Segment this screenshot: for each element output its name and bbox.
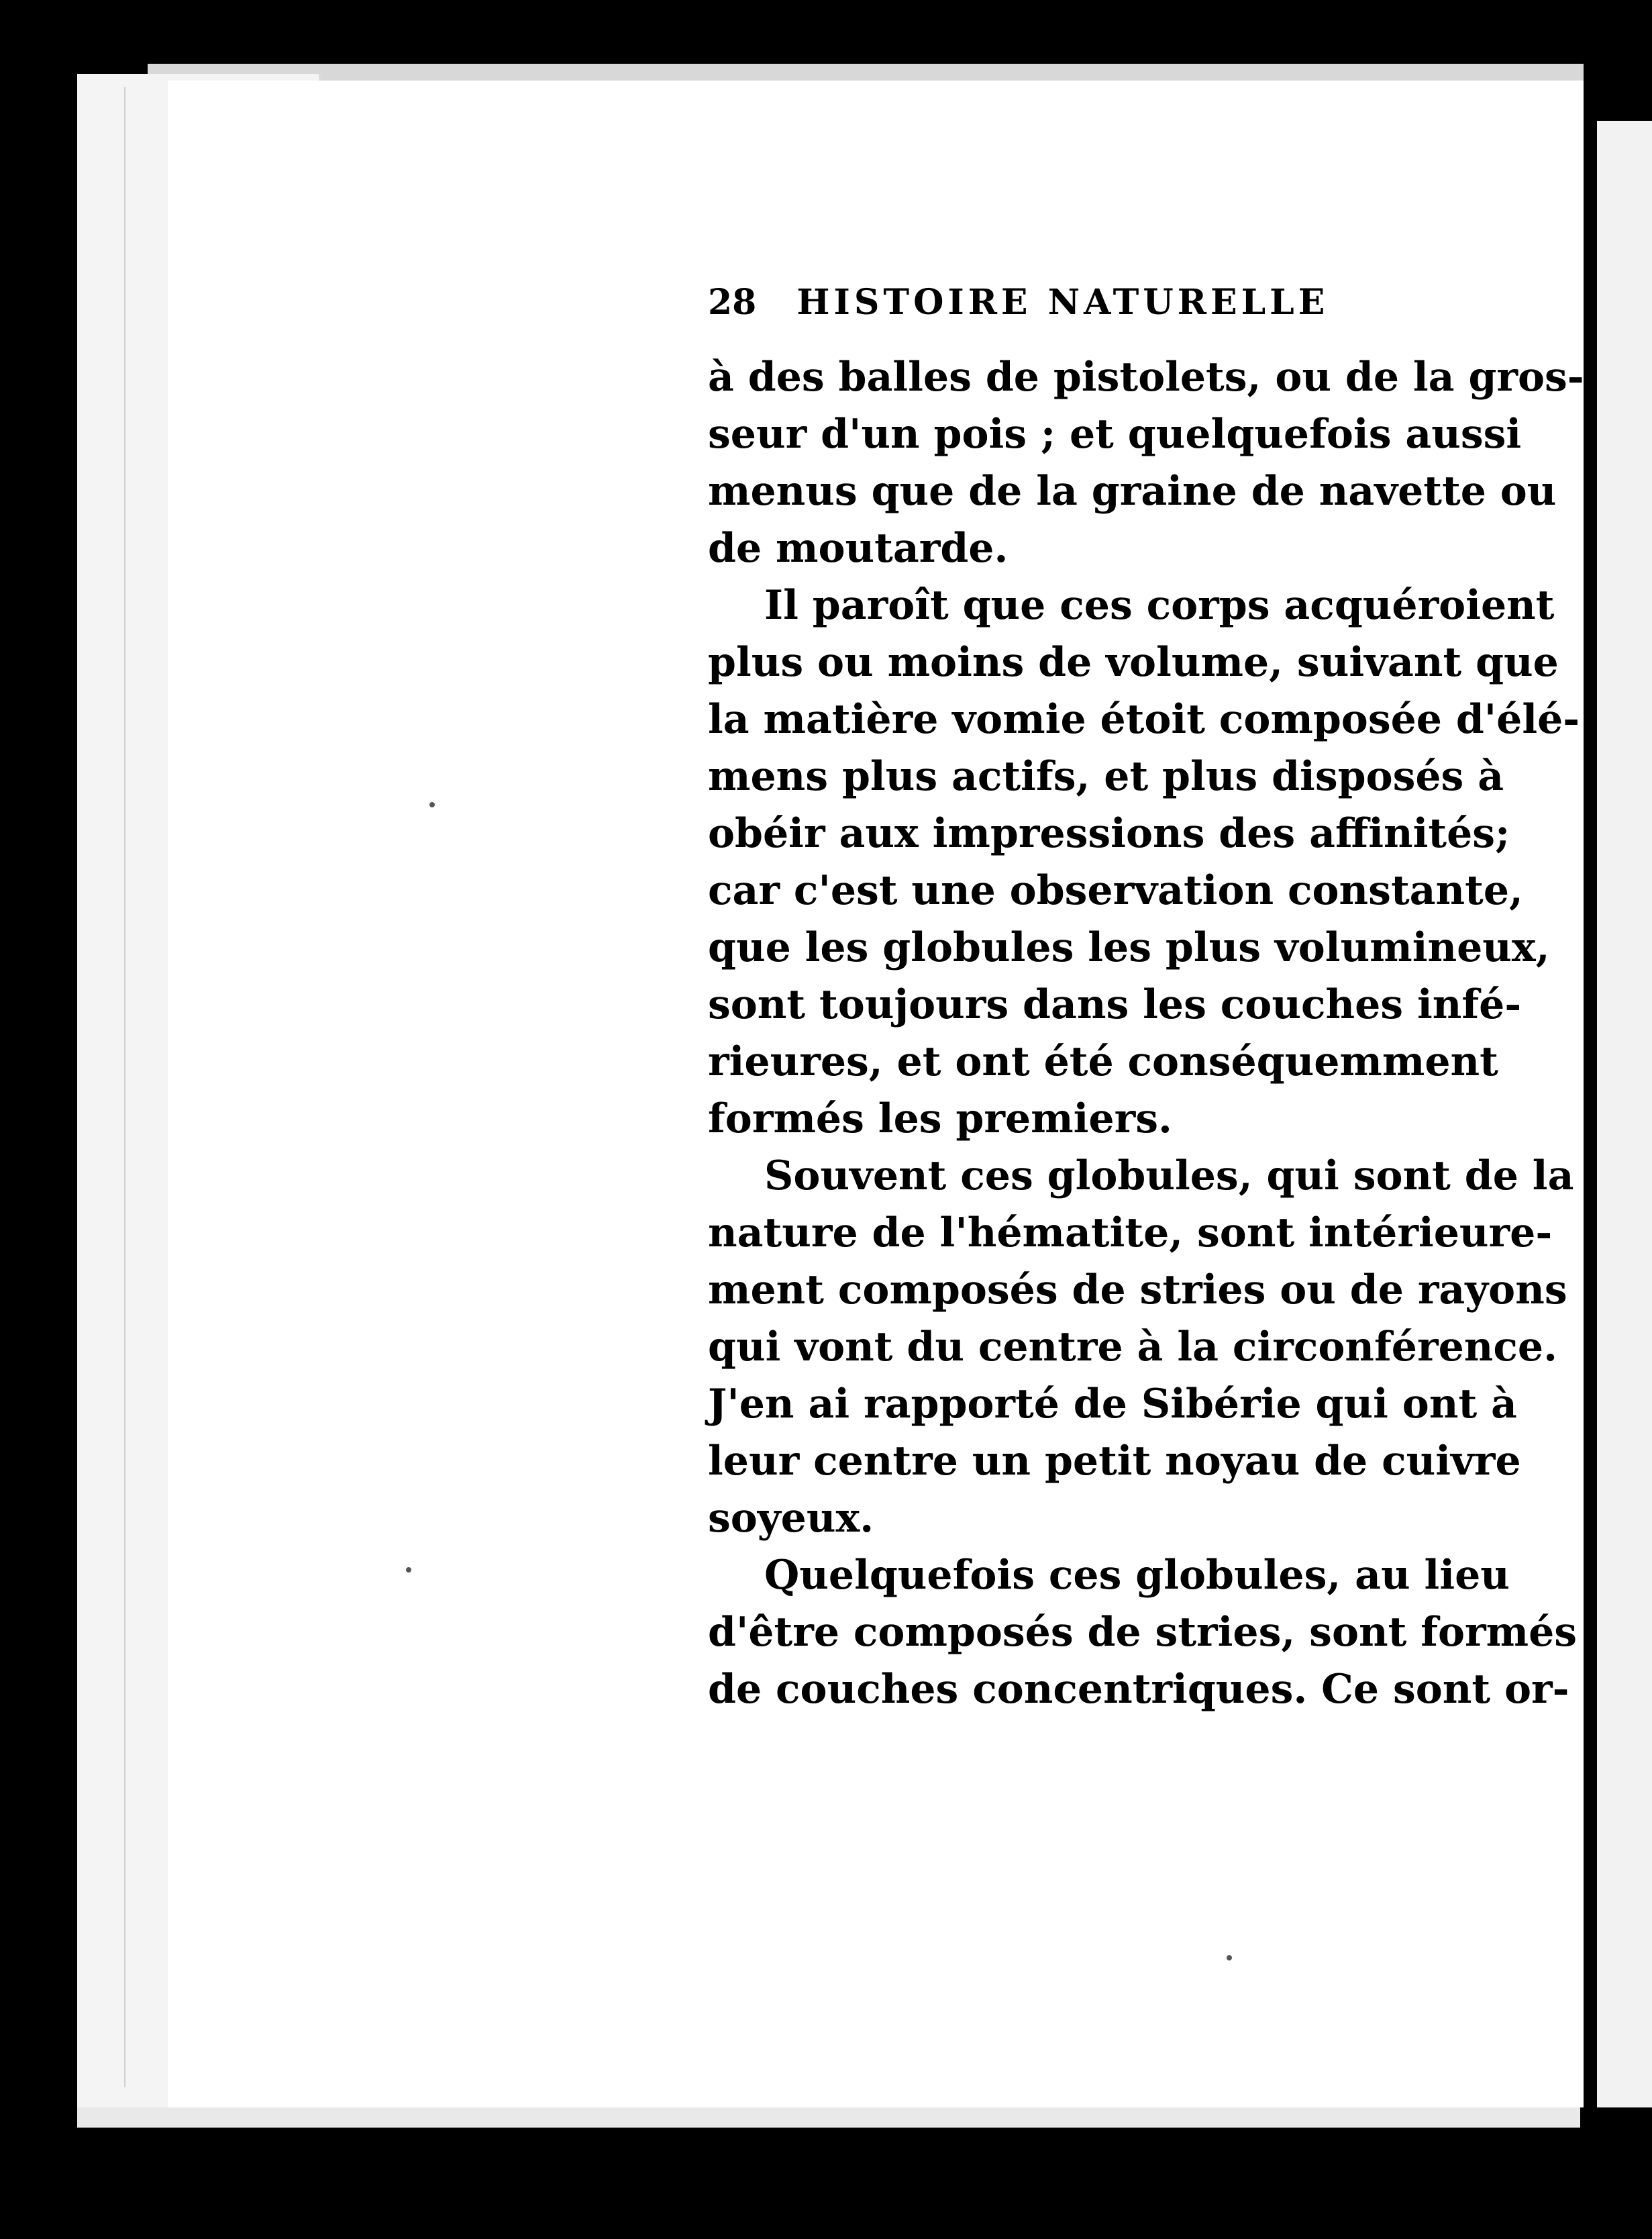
text-line: plus ou moins de volume, suivant que <box>708 639 1559 686</box>
text-line: Quelquefois ces globules, au lieu <box>764 1552 1510 1599</box>
text-line: mens plus actifs, et plus disposés à <box>708 753 1504 800</box>
running-head <box>708 282 1496 349</box>
text-line: obéir aux impressions des affinités; <box>708 810 1510 857</box>
running-title: HISTOIRE NATURELLE <box>796 282 1329 323</box>
text-line: Il paroît que ces corps acquéroient <box>764 582 1555 629</box>
text-line: seur d'un pois ; et quelquefois aussi <box>708 411 1522 458</box>
text-line: car c'est une observation constante, <box>708 867 1523 914</box>
scan-speck <box>429 802 435 807</box>
scan-speck <box>406 1567 411 1573</box>
text-line: ment composés de stries ou de rayons <box>708 1266 1567 1313</box>
facing-page-strip <box>1597 121 1652 2107</box>
page-text <box>708 282 1584 1718</box>
text-line: J'en ai rapporté de Sibérie qui ont à <box>708 1381 1517 1428</box>
text-line: leur centre un petit noyau de cuivre <box>708 1438 1521 1485</box>
text-line: d'être composés de stries, sont formés <box>708 1609 1578 1656</box>
text-line: qui vont du centre à la circonférence. <box>708 1324 1557 1371</box>
text-line: formés les premiers. <box>708 1095 1172 1142</box>
text-line: menus que de la graine de navette ou <box>708 468 1557 515</box>
text-line: soyeux. <box>708 1495 874 1542</box>
scan-speck <box>1227 1955 1232 1960</box>
text-line: à des balles de pistolets, ou de la gros- <box>708 354 1584 401</box>
text-line: Souvent ces globules, qui sont de la <box>764 1152 1574 1199</box>
text-line: la matière vomie étoit composée d'élé- <box>708 696 1580 743</box>
text-line: de couches concentriques. Ce sont or- <box>708 1666 1569 1713</box>
text-line: que les globules les plus volumineux, <box>708 924 1550 971</box>
text-line: sont toujours dans les couches infé- <box>708 981 1522 1028</box>
text-line: de moutarde. <box>708 525 1009 572</box>
page-number: 28 <box>708 282 757 323</box>
text-line: nature de l'hématite, sont intérieure- <box>708 1209 1553 1256</box>
page-bottom-edge <box>77 2107 1580 2128</box>
text-line: rieures, et ont été conséquemment <box>708 1038 1498 1085</box>
